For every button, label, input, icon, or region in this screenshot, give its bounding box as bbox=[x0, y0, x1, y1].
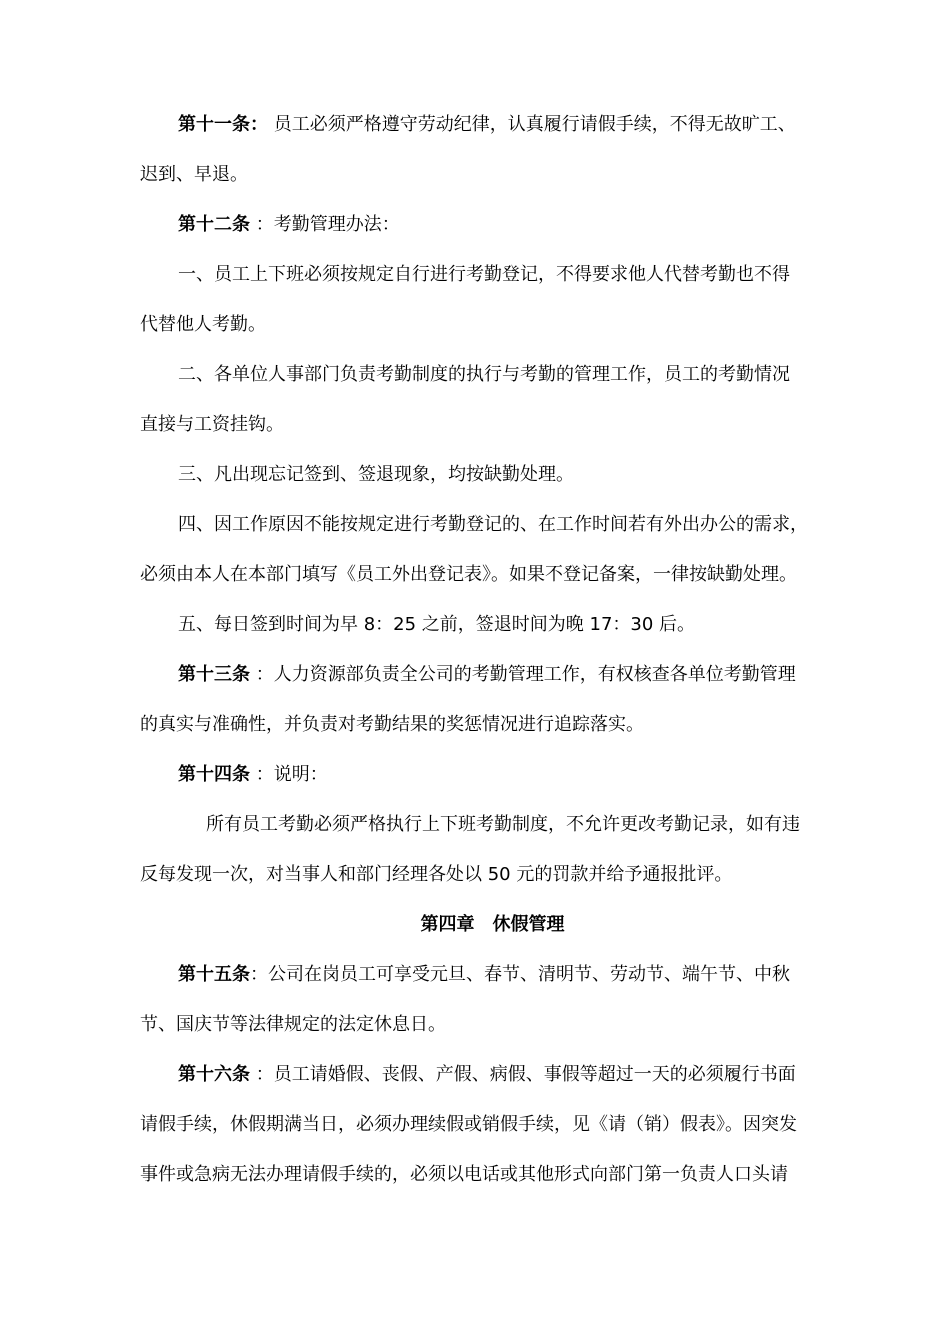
article-11-text: 员工必须严格遵守劳动纪律，认真履行请假手续，不得无故旷工、 bbox=[268, 114, 796, 135]
article-14-para-line-2: 反每发现一次，对当事人和部门经理各处以 50 元的罚款并给予通报批评。 bbox=[140, 864, 733, 885]
chapter-4-title: 第四章 休假管理 bbox=[420, 914, 565, 935]
article-12-item-2-line-1: 二、各单位人事部门负责考勤制度的执行与考勤的管理工作，员工的考勤情况 bbox=[178, 364, 790, 385]
article-14-label: 第十四条 bbox=[178, 764, 250, 785]
article-12-item-3: 三、凡出现忘记签到、签退现象，均按缺勤处理。 bbox=[178, 464, 574, 485]
article-12-label: 第十二条 bbox=[178, 214, 250, 235]
article-14-text: ：说明： bbox=[250, 764, 328, 785]
article-15-text: ：公司在岗员工可享受元旦、春节、清明节、劳动节、端午节、中秋 bbox=[250, 964, 790, 985]
article-13-label: 第十三条 bbox=[178, 664, 250, 685]
article-11-label: 第十一条： bbox=[178, 114, 268, 135]
article-15-label: 第十五条 bbox=[178, 964, 250, 985]
article-14-para-line-1: 所有员工考勤必须严格执行上下班考勤制度，不允许更改考勤记录，如有违 bbox=[206, 814, 800, 835]
article-13-text: ：人力资源部负责全公司的考勤管理工作，有权核查各单位考勤管理 bbox=[250, 664, 796, 685]
article-16-label: 第十六条 bbox=[178, 1064, 250, 1085]
article-12-item-4-line-2: 必须由本人在本部门填写《员工外出登记表》。如果不登记备案，一律按缺勤处理。 bbox=[140, 564, 797, 585]
article-12-item-5: 五、每日签到时间为早 8：25 之前，签退时间为晚 17：30 后。 bbox=[178, 614, 696, 635]
article-12-item-1-line-2: 代替他人考勤。 bbox=[140, 314, 266, 335]
article-16-text: ：员工请婚假、丧假、产假、病假、事假等超过一天的必须履行书面 bbox=[250, 1064, 796, 1085]
article-12-item-1-line-1: 一、员工上下班必须按规定自行进行考勤登记，不得要求他人代替考勤也不得 bbox=[178, 264, 790, 285]
article-13-line-1 bbox=[178, 650, 796, 700]
article-15-line-2: 节、国庆节等法律规定的法定休息日。 bbox=[140, 1014, 446, 1035]
article-12-item-4-line-1: 四、因工作原因不能按规定进行考勤登记的、在工作时间若有外出办公的需求， bbox=[178, 514, 808, 535]
article-11-line-1 bbox=[178, 100, 796, 150]
article-12-text: ：考勤管理办法： bbox=[250, 214, 400, 235]
article-16-line-1 bbox=[178, 1050, 796, 1100]
article-16-line-2: 请假手续，休假期满当日，必须办理续假或销假手续，见《请（销）假表》。因突发 bbox=[140, 1114, 797, 1135]
article-13-line-2: 的真实与准确性，并负责对考勤结果的奖惩情况进行追踪落实。 bbox=[140, 714, 644, 735]
article-12-line-1 bbox=[178, 200, 400, 250]
article-14-line-1 bbox=[178, 750, 328, 800]
article-16-line-3: 事件或急病无法办理请假手续的，必须以电话或其他形式向部门第一负责人口头请 bbox=[140, 1164, 788, 1185]
article-15-line-1 bbox=[178, 950, 790, 1000]
article-11-line-2: 迟到、早退。 bbox=[140, 164, 248, 185]
article-12-item-2-line-2: 直接与工资挂钩。 bbox=[140, 414, 284, 435]
